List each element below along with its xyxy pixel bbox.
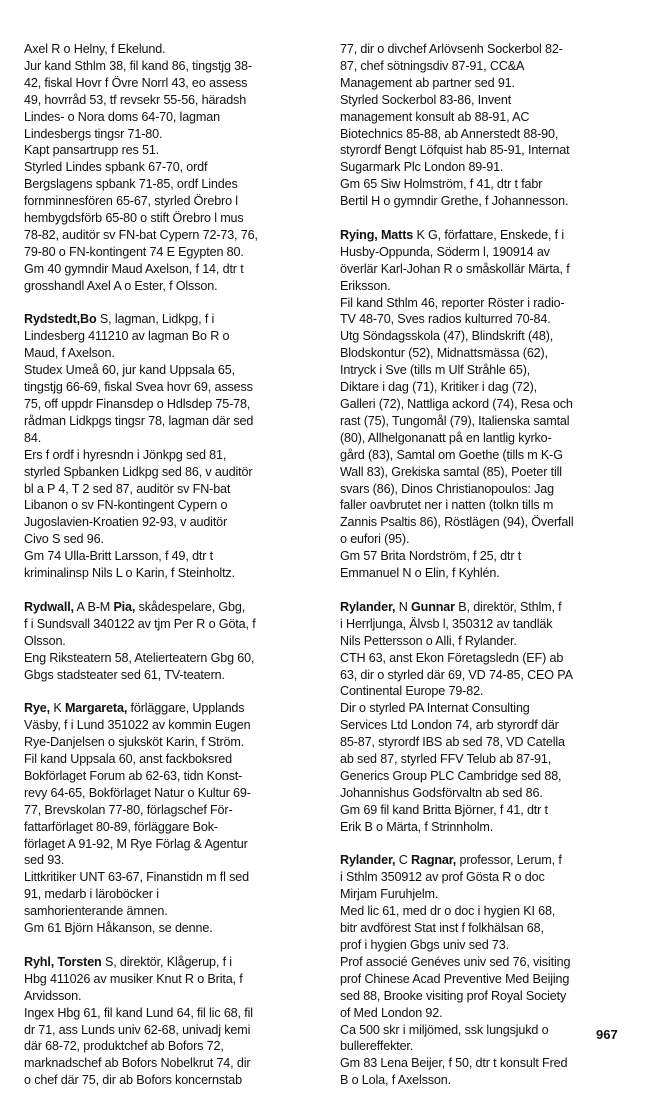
text-line: (80), Allhelgonanatt på en lantlig kyrko-	[340, 430, 552, 445]
text-line: Arvidsson.	[24, 988, 82, 1003]
text-line: rådman Lidkpgs tingsr 78, lagman där sed	[24, 413, 254, 428]
text-line: marknadschef ab Bofors Nobelkrut 74, dir	[24, 1056, 251, 1071]
text-line: Services Ltd London 74, arb styrordf där	[340, 718, 559, 733]
text-line: Bokförlaget Forum ab 62-63, tidn Konst-	[24, 768, 243, 783]
text-line: faller oavbrutet ner i natten (tolkn tills m	[340, 498, 554, 513]
text-line: Husby-Oppunda, Söderm l, 190914 av	[340, 244, 550, 259]
text-line: Olsson.	[24, 633, 66, 648]
text-line: Bergslagens spbank 71-85, ordf Lindes	[24, 177, 238, 192]
entry-given-name: Gunnar	[411, 599, 455, 614]
entry-paragraph	[24, 447, 316, 548]
entry-paragraph	[340, 852, 632, 903]
text-line: Prof associé Genéves univ sed 76, visiting	[340, 954, 571, 969]
text-line: Lindes- o Nora doms 64-70, lagman	[24, 109, 220, 124]
text-line: Maud, f Axelson.	[24, 346, 115, 361]
text-line: Littkritiker UNT 63-67, Finanstidn m fl sed	[24, 870, 249, 885]
text-line: 91, medarb i läroböcker i	[24, 887, 159, 902]
entry-given-name: Margareta,	[64, 701, 128, 716]
entry-given-prefix: C	[395, 853, 412, 868]
text-line: Intryck i Sve (tills m Ulf Stråhle 65),	[340, 363, 531, 378]
entry-given-name: Torsten	[57, 954, 102, 969]
text-line: prof Chinese Acad Preventive Med Beijing	[340, 971, 570, 986]
text-line: Libanon o sv FN-kontingent Cypern o	[24, 498, 228, 513]
entry-paragraph	[24, 1005, 316, 1090]
entry-given-name: Matts	[380, 227, 414, 242]
text-line: o eufori (95).	[340, 532, 410, 547]
text-line: hembygdsförb 65-80 o stift Örebro l mus	[24, 211, 244, 226]
entry-intro: K G, författare, Enskede, f i	[413, 227, 564, 242]
text-line: Lindesberg 411210 av lagman Bo R o	[24, 329, 230, 344]
text-line: överlär Karl-Johan R o småskollär Märta, f	[340, 261, 570, 276]
entry-surname: Rye,	[24, 701, 51, 716]
text-line: Ers f ordf i hyresndn i Jönkpg sed 81,	[24, 447, 227, 462]
text-line: Dir o styrled PA Internat Consulting	[340, 701, 530, 716]
text-line: TV 48-70, Sves radios kulturred 70-84.	[340, 312, 551, 327]
text-line: gård (83), Samtal om Goethe (tills m K-G	[340, 447, 563, 462]
text-line: Fil kand Uppsala 60, anst fackboksred	[24, 752, 232, 767]
text-line: tingstjg 66-69, fiskal Svea hovr 69, assess	[24, 380, 253, 395]
entry-intro: S, lagman, Lidkpg, f i	[96, 312, 215, 327]
text-line: o chef där 75, dir ab Bofors koncernstab	[24, 1073, 243, 1088]
text-line: Civo S sed 96.	[24, 532, 104, 547]
text-line: rast (75), Tungomål (79), Italienska samtal	[340, 413, 570, 428]
text-line: Gbgs stadsteater sed 61, TV-teatern.	[24, 667, 225, 682]
text-line: Jur kand Sthlm 38, fil kand 86, tingstjg 38-	[24, 58, 252, 73]
text-line: grosshandl Axel A o Ester, f Olsson.	[24, 278, 218, 293]
entry-surname: Rying,	[340, 227, 378, 242]
entry-continuation	[340, 41, 632, 210]
entry-paragraph	[340, 328, 632, 548]
text-line: Med lic 61, med dr o doc i hygien KI 68,	[340, 904, 556, 919]
text-line: Rye-Danjelsen o sjuksköt Karin, f Ström.	[24, 735, 245, 750]
entry-paragraph	[340, 295, 632, 329]
text-line: 84.	[24, 430, 42, 445]
text-line: Mirjam Furuhjelm.	[340, 887, 439, 902]
entry-intro: S, direktör, Klågerup, f i	[101, 954, 232, 969]
entry-paragraph	[24, 954, 316, 1005]
entry-surname: Rylander,	[340, 853, 396, 868]
entry-paragraph	[24, 869, 316, 920]
text-line: Zannis Psaltis 86), Röstlägen (94), Överfall	[340, 515, 574, 530]
text-line: 75, off uppdr Finansdep o Hdlsdep 75-78,	[24, 397, 251, 412]
text-line: sed 93.	[24, 853, 65, 868]
text-line: Ingex Hbg 61, fil kand Lund 64, fil lic 68, fil	[24, 1005, 253, 1020]
entry-paragraph	[24, 362, 316, 447]
entry-surname: Ryhl,	[24, 954, 55, 969]
entry-paragraph	[24, 142, 316, 159]
text-line: Hbg 411026 av musiker Knut R o Brita, f	[24, 971, 243, 986]
text-line: Kapt pansartrupp res 51.	[24, 143, 160, 158]
text-line: 77, dir o divchef Arlövsenh Sockerbol 82-	[340, 42, 563, 56]
entry	[24, 311, 316, 582]
entry-given-prefix: N	[395, 599, 412, 614]
entry-surname: Rydstedt,	[24, 312, 81, 327]
text-line: Gm 40 gymndir Maud Axelson, f 14, dtr t	[24, 261, 244, 276]
text-line: Väsby, f i Lund 351022 av kommin Eugen	[24, 718, 251, 733]
entry-headline	[24, 599, 316, 616]
entry-paragraph	[340, 92, 632, 177]
text-line: sed 88, Brooke visiting prof Royal Society	[340, 988, 567, 1003]
text-line: Management ab partner sed 91.	[340, 75, 515, 90]
text-line: styrordf Bengt Löfquist hab 85-91, Internat	[340, 143, 570, 158]
text-line: CTH 63, anst Ekon Företagsledn (EF) ab	[340, 650, 564, 665]
right-column	[340, 41, 632, 1106]
text-line: Studex Umeå 60, jur kand Uppsala 65,	[24, 363, 235, 378]
text-line: revy 64-65, Bokförlaget Natur o Kultur 69-	[24, 785, 251, 800]
text-line: i Herrljunga, Älvsb l, 350312 av tandläk	[340, 616, 553, 631]
text-line: Gm 69 fil kand Britta Björner, f 41, dtr t	[340, 802, 548, 817]
entry-intro: förläggare, Upplands	[127, 701, 245, 716]
text-line: ab sed 87, styrled FFV Telub ab 87-91,	[340, 752, 552, 767]
text-line: Ca 500 skr i miljömed, ssk lungsjukd o	[340, 1022, 549, 1037]
text-line: Diktare i dag (71), Kritiker i dag (72),	[340, 380, 537, 395]
entry	[24, 599, 316, 684]
text-line: management konsult ab 88-91, AC	[340, 109, 530, 124]
entry	[24, 700, 316, 937]
text-line: fattarförlaget 80-89, förläggare Bok-	[24, 819, 218, 834]
text-line: Bertil H o gymndir Grethe, f Johannesson.	[340, 194, 569, 209]
text-line: förlaget A 91-92, M Rye Förlag & Agentur	[24, 836, 248, 851]
text-line: f i Sundsvall 340122 av tjm Per R o Göta, f	[24, 616, 256, 631]
text-line: Fil kand Sthlm 46, reporter Röster i radio-	[340, 295, 565, 310]
entry-paragraph	[340, 954, 632, 1022]
entry-given-name: Pia,	[113, 599, 136, 614]
entry-paragraph	[340, 41, 632, 92]
entry-paragraph	[24, 159, 316, 260]
text-line: Emmanuel N o Elin, f Kyhlén.	[340, 566, 500, 581]
entry-headline	[24, 700, 316, 717]
text-line: Gm 83 Lena Beijer, f 50, dtr t konsult Fred	[340, 1056, 568, 1071]
entry-paragraph	[340, 903, 632, 954]
entry-paragraph	[24, 650, 316, 684]
entry-headline	[340, 599, 632, 616]
page-number: 967	[596, 1027, 618, 1042]
entry-given-name: Bo	[80, 312, 97, 327]
text-line: styrled Spbanken Lidkpg sed 86, v auditör	[24, 464, 253, 479]
text-line: Wall 83), Grekiska samtal (85), Poeter till	[340, 464, 562, 479]
text-line: 79-80 o FN-kontingent 74 E Egypten 80.	[24, 244, 244, 259]
text-line: Gm 61 Björn Håkanson, se denne.	[24, 921, 213, 936]
text-line: of Med London 92.	[340, 1005, 443, 1020]
entry-headline	[340, 227, 632, 244]
entry-paragraph	[24, 599, 316, 650]
entry-paragraph	[340, 802, 632, 836]
text-line: Nils Pettersson o Alli, f Rylander.	[340, 633, 517, 648]
entry-paragraph	[24, 41, 316, 142]
text-line: svars (86), Dinos Christianopoulos: Jag	[340, 481, 554, 496]
entry-headline	[340, 852, 632, 869]
text-line: B o Lola, f Axelsson.	[340, 1073, 451, 1088]
entry-intro: B, direktör, Sthlm, f	[454, 599, 562, 614]
text-line: Gm 57 Brita Nordström, f 25, dtr t	[340, 549, 522, 564]
entry-paragraph	[340, 650, 632, 701]
entry-paragraph	[340, 1055, 632, 1089]
entry-intro: professor, Lerum, f	[456, 853, 562, 868]
text-line: 85-87, styrordf IBS ab sed 78, VD Catella	[340, 735, 565, 750]
entry-continuation	[24, 41, 316, 295]
text-line: Jugoslavien-Kroatien 92-93, v auditör	[24, 515, 228, 530]
entry	[340, 852, 632, 1089]
entry-given-prefix: A B-M	[73, 599, 114, 614]
text-line: Eriksson.	[340, 278, 391, 293]
entry-paragraph	[24, 920, 316, 937]
entry-paragraph	[24, 261, 316, 295]
text-line: 77, Brevskolan 77-80, förlagschef För-	[24, 802, 233, 817]
text-line: Utg Söndagsskola (47), Blindskrift (48),	[340, 329, 554, 344]
text-line: 42, fiskal Hovr f Övre Norrl 43, eo assess	[24, 75, 248, 90]
text-line: Biotechnics 85-88, ab Annerstedt 88-90,	[340, 126, 559, 141]
entry-paragraph	[340, 599, 632, 650]
text-line: Galleri (72), Nattliga ackord (74), Resa och	[340, 397, 573, 412]
text-line: kriminalinsp Nils L o Karin, f Steinholtz.	[24, 566, 235, 581]
text-line: Gm 74 Ulla-Britt Larsson, f 49, dtr t	[24, 549, 214, 564]
entry-surname: Rylander,	[340, 599, 396, 614]
text-line: där 68-72, produktchef ab Bofors 72,	[24, 1039, 224, 1054]
text-line: Sugarmark Plc London 89-91.	[340, 160, 504, 175]
text-line: bl a P 4, T 2 sed 87, auditör sv FN-bat	[24, 481, 231, 496]
left-column	[24, 41, 316, 1106]
entry	[340, 227, 632, 582]
text-line: 63, dir o styrled där 69, VD 74-85, CEO PA	[340, 667, 573, 682]
text-line: 87, chef sötningsdiv 87-91, CC&A	[340, 58, 525, 73]
text-line: prof i hygien Gbgs univ sed 73.	[340, 937, 509, 952]
entry-surname: Rydwall,	[24, 599, 74, 614]
text-line: dr 71, ass Lunds univ 62-68, univadj kemi	[24, 1022, 251, 1037]
entry-headline	[24, 311, 316, 328]
entry	[340, 599, 632, 836]
text-line: Styrled Lindes spbank 67-70, ordf	[24, 160, 208, 175]
text-line: Axel R o Helny, f Ekelund.	[24, 42, 166, 56]
entry-paragraph	[24, 548, 316, 582]
text-line: 49, hovrråd 53, tf revsekr 55-56, häradsh	[24, 92, 247, 107]
text-line: Erik B o Märta, f Strinnholm.	[340, 819, 494, 834]
text-line: Gm 65 Siw Holmström, f 41, dtr t fabr	[340, 177, 543, 192]
entry-paragraph	[340, 548, 632, 582]
text-line: Eng Riksteatern 58, Atelierteatern Gbg 60,	[24, 650, 255, 665]
entry-paragraph	[24, 751, 316, 869]
entry-paragraph	[340, 227, 632, 295]
text-line: Styrled Sockerbol 83-86, Invent	[340, 92, 512, 107]
text-line: bitr avdförest Stat inst f folkhälsan 68,	[340, 921, 544, 936]
text-line: Blodskontur (52), Midnattsmässa (62),	[340, 346, 548, 361]
text-line: 78-82, auditör sv FN-bat Cypern 72-73, 76,	[24, 227, 258, 242]
entry-headline	[24, 954, 316, 971]
text-line: Generics Group PLC Cambridge sed 88,	[340, 768, 562, 783]
text-line: Continental Europe 79-82.	[340, 684, 484, 699]
entry-paragraph	[340, 700, 632, 801]
entry-paragraph	[24, 311, 316, 362]
text-line: i Sthlm 350912 av prof Gösta R o doc	[340, 870, 545, 885]
entry-paragraph	[340, 1022, 632, 1056]
entry-intro: skådespelare, Gbg,	[135, 599, 246, 614]
text-line: Lindesbergs tingsr 71-80.	[24, 126, 163, 141]
entry	[24, 954, 316, 1089]
entry-paragraph	[340, 176, 632, 210]
entry-paragraph	[24, 700, 316, 751]
text-line: fornminnesfören 65-67, styrled Örebro l	[24, 194, 238, 209]
entry-given-name: Ragnar,	[411, 853, 457, 868]
text-line: samhorienterande ämnen.	[24, 904, 168, 919]
text-line: Johannishus Godsförvaltn ab sed 86.	[340, 785, 543, 800]
text-line: bullereffekter.	[340, 1039, 414, 1054]
entry-given-prefix: K	[50, 701, 65, 716]
